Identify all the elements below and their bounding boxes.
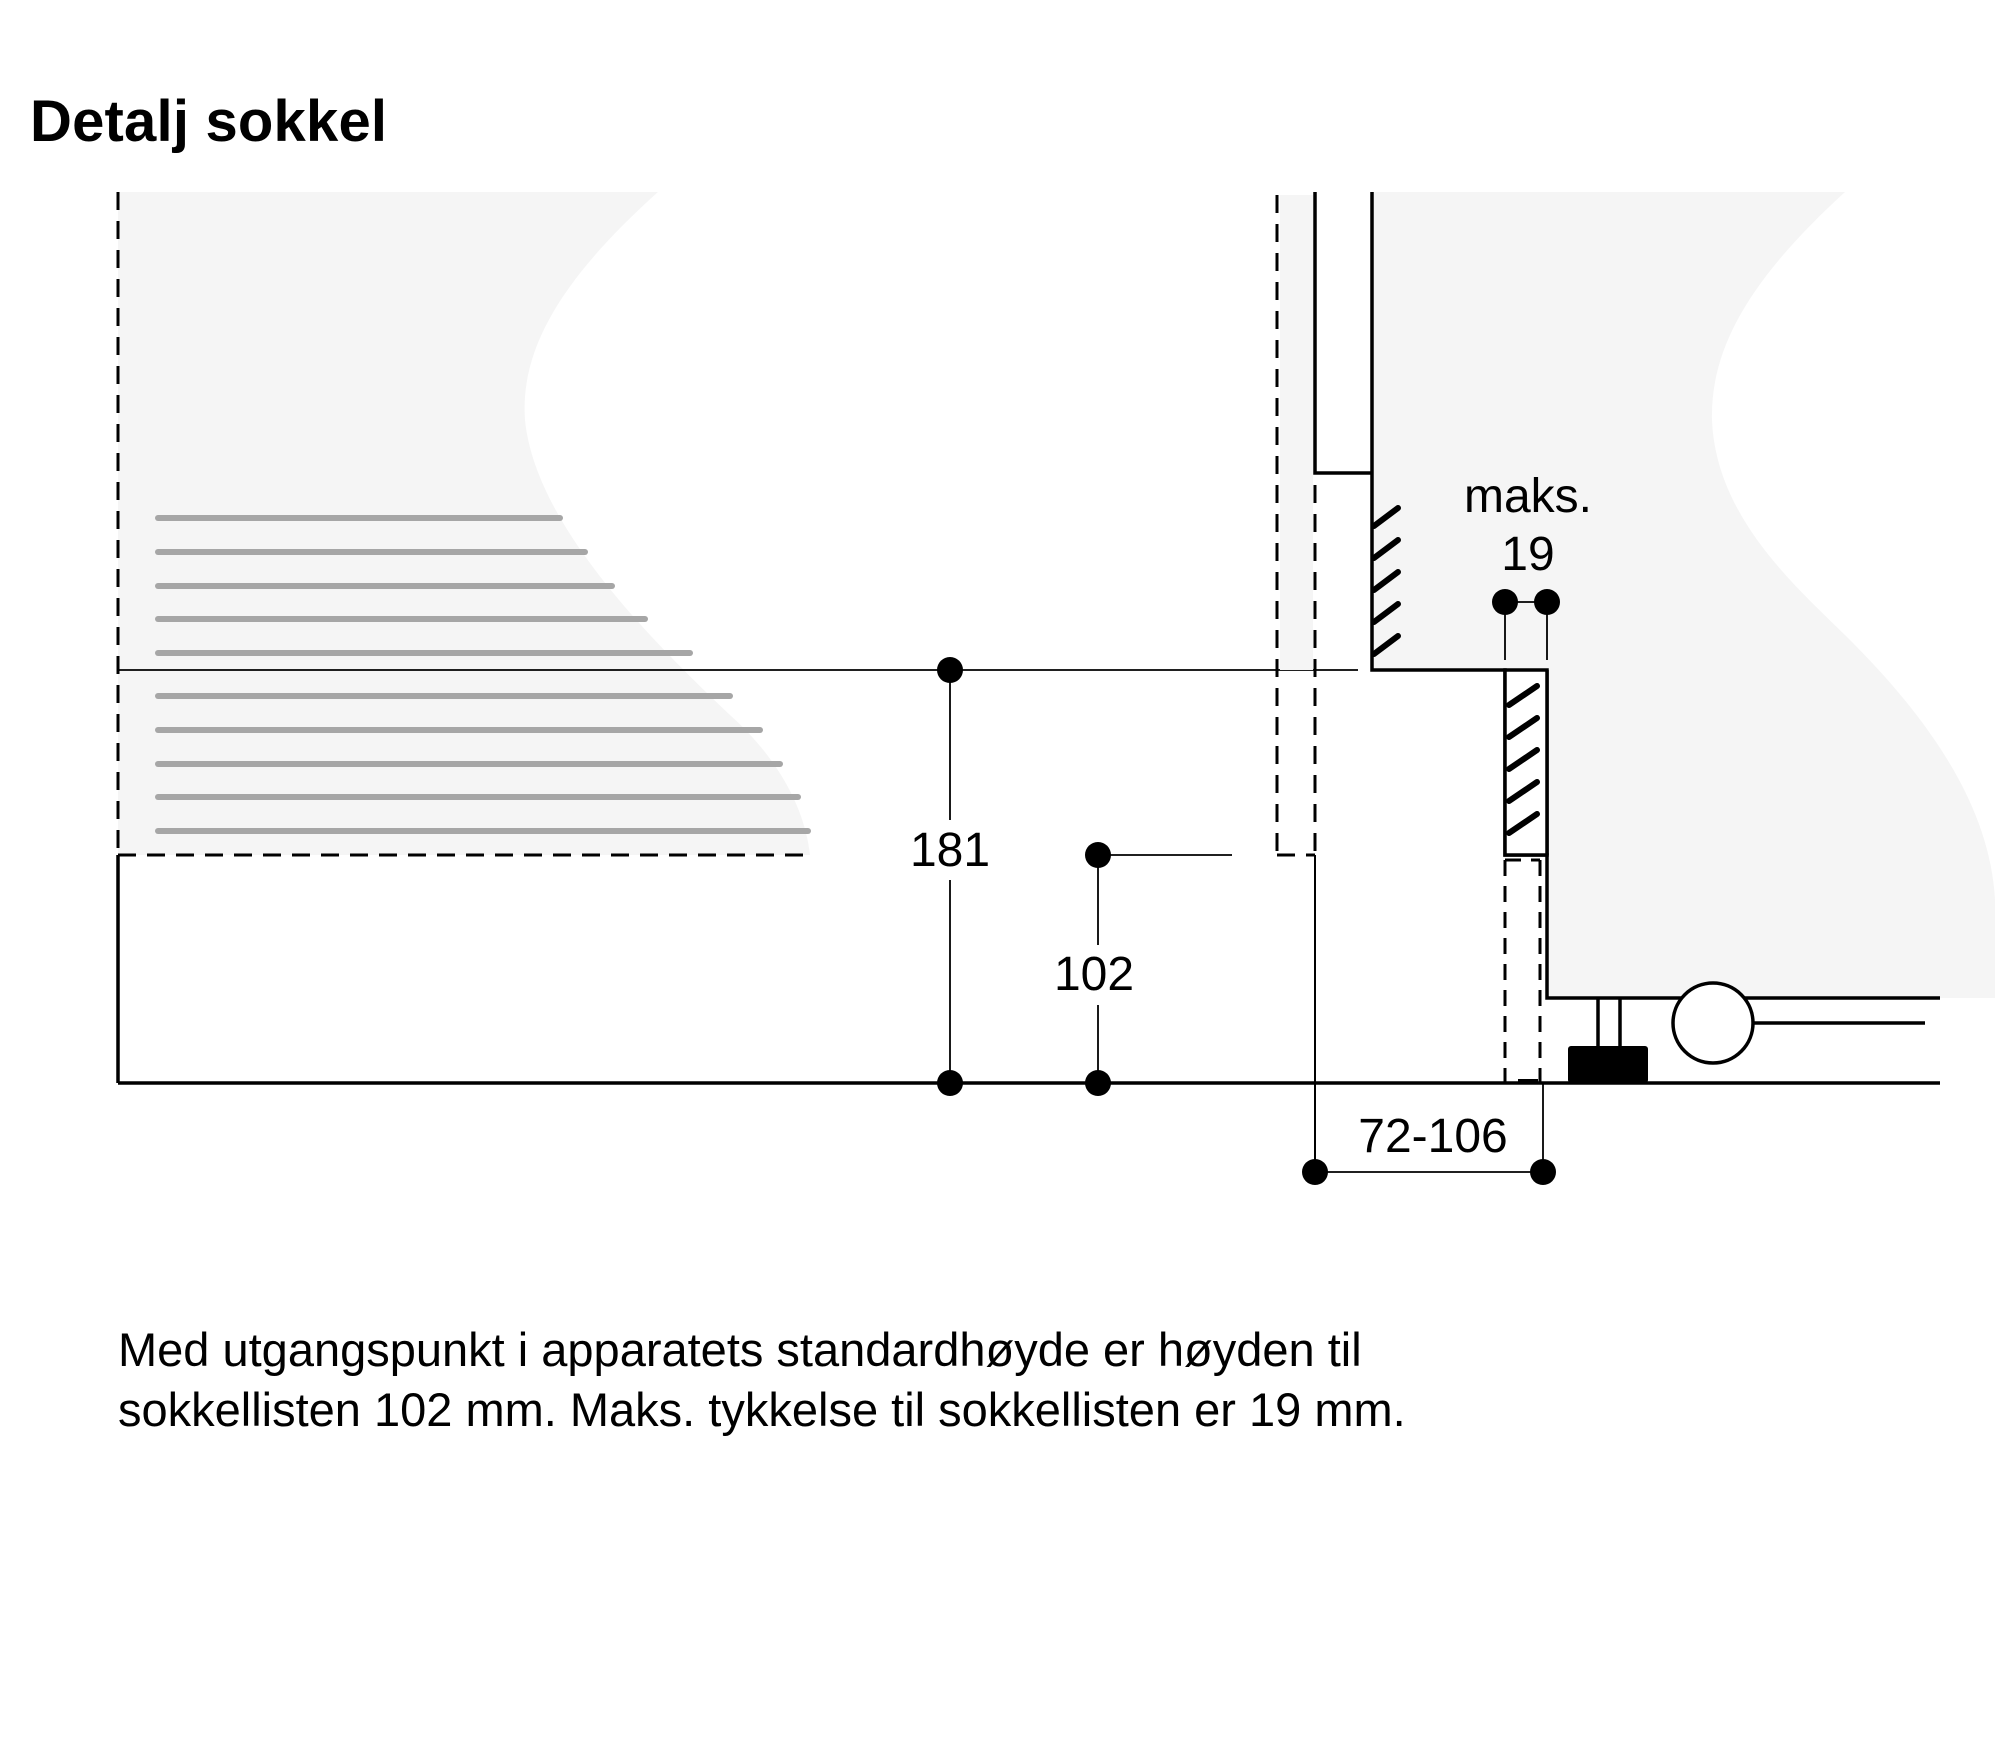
dimension-label-19: 19 [1501, 528, 1555, 581]
dimension-label-181: 181 [909, 824, 991, 877]
page-title: Detalj sokkel [30, 89, 388, 154]
appliance-fill [1372, 192, 1995, 998]
plinth-panel-dashed [1505, 860, 1540, 1083]
plinth-strip [1505, 670, 1547, 855]
dimension-label-102: 102 [1053, 948, 1135, 1001]
dimension-label-72-106: 72-106 [1358, 1110, 1508, 1163]
upper-side-fill [1280, 195, 1313, 670]
caption-line-1: Med utgangspunkt i apparatets standardhøyde er høyden til [118, 1323, 1362, 1376]
dimension-label-maks: maks. [1463, 470, 1593, 523]
dimension-72-106 [1302, 1083, 1556, 1185]
caption [118, 1320, 1818, 1440]
dimension-181 [905, 657, 995, 1096]
caption-line-2: sokkellisten 102 mm. Maks. tykkelse til sokkellisten er 19 mm. [118, 1383, 1406, 1436]
dimension-102 [1050, 842, 1232, 1096]
adjustable-foot [1568, 998, 1648, 1083]
left-cabinet-fill [118, 192, 810, 855]
